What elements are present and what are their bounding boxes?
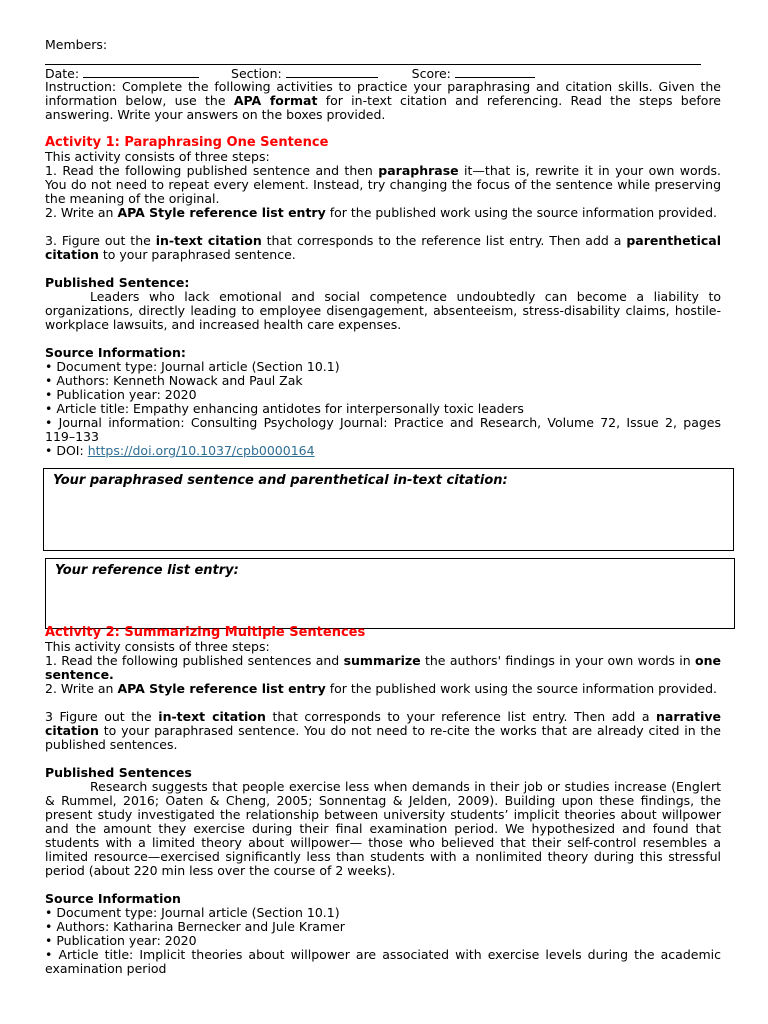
score-label: Score:	[411, 66, 451, 81]
source-item: • Article title: Empathy enhancing antidotes for interpersonally toxic leaders	[45, 401, 524, 416]
source-item: • Document type: Journal article (Section 10.1)	[45, 905, 340, 920]
activity2-intro: This activity consists of three steps:	[45, 639, 270, 654]
members-underline[interactable]	[45, 64, 701, 65]
published-sentences-body: Research suggests that people exercise less when demands in their job or studies increase (Englert & Rummel, 2016; Oaten & Cheng, 2005; Sonnentag & Jelden, 2009). Building upon these findings, the present study investigated the relationship between university students’ implicit theories about willpower and the amount they exercise during their final examination period. We hypothesized and found that students with a limited theory about willpower— those who believed that their self-control resembles a limited resource—exercised significantly less than students with a nonlimited theory during this stressful period (about 220 min less over the course of 2 weeks).	[45, 779, 721, 878]
date-field[interactable]	[83, 66, 199, 78]
a1-step3-d: parenthetical citation	[45, 233, 721, 262]
instruction-paragraph	[45, 80, 721, 122]
a2-step2-c: for the published work using the source information provided.	[325, 681, 718, 696]
a1-step2-c: for the published work using the source information provided.	[325, 205, 718, 220]
a2-step2-a: 2. Write an	[45, 681, 118, 696]
a2-step3-d: narrative citation	[45, 709, 722, 738]
doi-label: • DOI:	[45, 443, 88, 458]
published-sentence-text	[45, 290, 721, 332]
a1-step3-c: that corresponds to the reference list entry. Then add a	[261, 233, 627, 248]
score-field[interactable]	[455, 66, 535, 78]
a1-step1-a: 1. Read the following published sentence and then	[45, 163, 379, 178]
source-item: • Document type: Journal article (Section 10.1)	[45, 359, 340, 374]
source-item: • Authors: Katharina Bernecker and Jule Kramer	[45, 919, 345, 934]
a2-step1-c: the authors' findings in your own words in	[420, 653, 696, 668]
a1-step2-b: APA Style reference list entry	[117, 205, 326, 220]
doi-link[interactable]: https://doi.org/10.1037/cpb0000164	[87, 443, 315, 458]
published-sentence-body: Leaders who lack emotional and social competence undoubtedly can become a liability to organizations, directly leading to employee disengagement, absenteeism, stress-disability claims, hostile-workplace lawsuits, and increased health care expenses.	[45, 289, 721, 332]
paraphrase-answer-box[interactable]	[43, 468, 734, 551]
source-info-heading: Source Information:	[45, 345, 186, 360]
source-info-heading-2: Source Information	[45, 891, 181, 906]
members-label: Members:	[45, 37, 108, 52]
activity1-intro: This activity consists of three steps:	[45, 149, 270, 164]
a1-step1-b: paraphrase	[378, 163, 459, 178]
a1-step3-b: in-text citation	[155, 233, 262, 248]
a2-step1-d: one sentence.	[45, 653, 721, 682]
published-sentences-text	[45, 780, 721, 878]
instruction-text-b: for in-text citation and referencing. Read the steps before answering. Write your answers on the boxes provided.	[45, 93, 721, 122]
doi-line	[45, 444, 721, 458]
a1-step2-a: 2. Write an	[45, 205, 118, 220]
a2-step3-c: that corresponds to your reference list entry. Then add a	[265, 709, 657, 724]
members-line	[45, 38, 721, 52]
a2-step1-b: summarize	[343, 653, 421, 668]
activity1-step2	[45, 206, 721, 220]
date-label: Date:	[45, 66, 80, 81]
a1-step1-c: it—that is, rewrite it in your own words. You do not need to repeat every element. Instead, try changing the focus of the sentence while preserving the meaning of the original.	[45, 163, 721, 206]
activity2-step2	[45, 682, 721, 696]
a1-step3-a: 3. Figure out the	[45, 233, 156, 248]
activity1-step3	[45, 234, 721, 262]
activity2-title: Activity 2: Summarizing Multiple Sentences	[45, 625, 366, 640]
activity2-step1	[45, 654, 721, 682]
source-item: • Publication year: 2020	[45, 933, 197, 948]
section-label: Section:	[231, 66, 282, 81]
a1-step3-e: to your paraphrased sentence.	[98, 247, 296, 262]
a2-step3-b: in-text citation	[158, 709, 266, 724]
a2-step1-a: 1. Read the following published sentences and	[45, 653, 344, 668]
a2-step2-b: APA Style reference list entry	[117, 681, 326, 696]
source-item: • Article title: Implicit theories about willpower are associated with exercise levels during the academic examination period	[45, 947, 721, 976]
source-item: • Journal information: Consulting Psychology Journal: Practice and Research, Volume 72, Issue 2, pages 119–133	[45, 415, 721, 444]
activity1-title: Activity 1: Paraphrasing One Sentence	[45, 135, 329, 150]
section-field[interactable]	[286, 66, 378, 78]
activity1-step1	[45, 164, 721, 206]
a2-step3-a: 3 Figure out the	[45, 709, 159, 724]
paraphrase-box-title: Your paraphrased sentence and parenthetical in-text citation:	[53, 473, 508, 488]
reference-box-title: Your reference list entry:	[55, 563, 239, 578]
published-sentence-heading: Published Sentence:	[45, 275, 190, 290]
reference-answer-box[interactable]	[45, 558, 735, 629]
published-sentences-heading: Published Sentences	[45, 765, 192, 780]
instruction-apa-format: APA format	[233, 93, 318, 108]
a2-step3-e: to your paraphrased sentence. You do not need to re-cite the works that are already cited in the published sentences.	[45, 723, 721, 752]
source-item: • Publication year: 2020	[45, 387, 197, 402]
source-item: • Authors: Kenneth Nowack and Paul Zak	[45, 373, 303, 388]
activity2-step3	[45, 710, 721, 752]
instruction-text-a: Instruction: Complete the following activities to practice your paraphrasing and citation skills. Given the information below, use the	[45, 79, 721, 108]
